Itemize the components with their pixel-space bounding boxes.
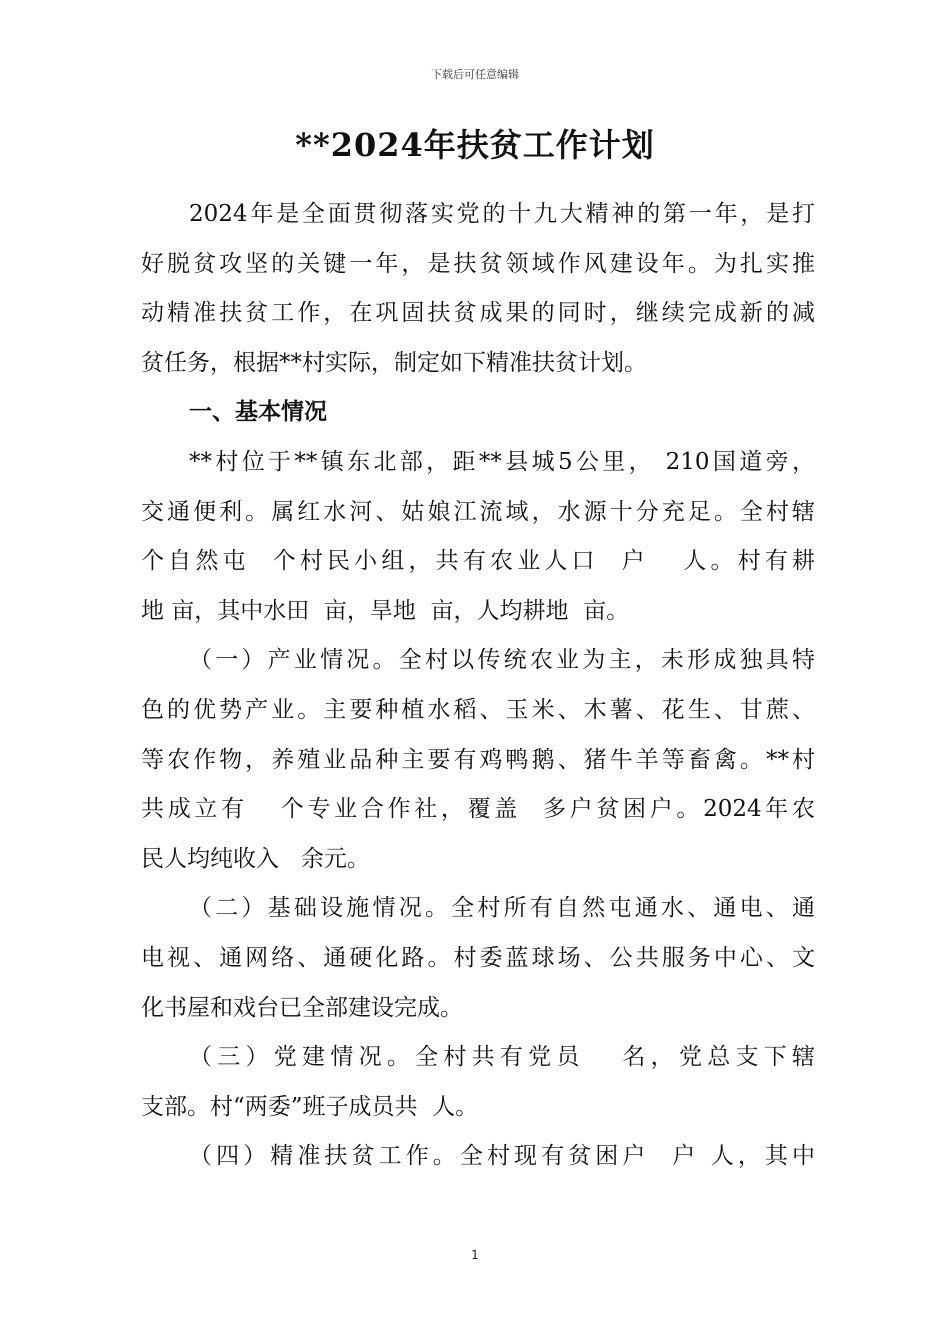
paragraph-line: 民人均纯收入 余元。 xyxy=(141,845,370,872)
paragraph-line: 交通便利。属红水河、姑娘江流域，水源十分充足。全村辖 xyxy=(141,498,815,525)
paragraph-line: 色的优势产业。主要种植水稻、玉米、木薯、花生、甘蔗、 xyxy=(141,696,815,723)
paragraph-line: （四）精准扶贫工作。全村现有贫困户 户 人，其中 xyxy=(189,1143,815,1170)
paragraph-line: （二）基础设施情况。全村所有自然屯通水、通电、通 xyxy=(189,895,815,922)
document-title: **2024年扶贫工作计划 xyxy=(295,126,655,164)
document-body xyxy=(141,190,815,1182)
paragraph-line: 2024年是全面贯彻落实党的十九大精神的第一年，是打 xyxy=(189,201,815,227)
paragraph-line: （三）党建情况。全村共有党员 名，党总支下辖 xyxy=(189,1044,815,1071)
page-number: 1 xyxy=(471,1248,479,1262)
section-heading: 一、基本情况 xyxy=(189,399,327,426)
paragraph-line: 化书屋和戏台已全部建设完成。 xyxy=(141,994,463,1021)
paragraph-line: 贫任务，根据**村实际，制定如下精准扶贫计划。 xyxy=(141,349,647,376)
paragraph-line: 共成立有 个专业合作社，覆盖 多户贫困户。2024年农 xyxy=(141,796,815,823)
paragraph-line: 地 亩，其中水田 亩，旱地 亩，人均耕地 亩。 xyxy=(141,597,630,624)
paragraph-line: 电视、通网络、通硬化路。村委蓝球场、公共服务中心、文 xyxy=(141,944,815,971)
paragraph-line: 个自然屯 个村民小组，共有农业人口 户 人。村有耕 xyxy=(141,548,815,575)
paragraph-line: 等农作物，养殖业品种主要有鸡鸭鹅、猪牛羊等畜禽。**村 xyxy=(141,746,815,773)
paragraph-line: （一）产业情况。全村以传统农业为主，未形成独具特 xyxy=(189,647,815,674)
paragraph-line: 好脱贫攻坚的关键一年，是扶贫领域作风建设年。为扎实推 xyxy=(141,250,815,277)
paragraph-line: 动精准扶贫工作，在巩固扶贫成果的同时，继续完成新的减 xyxy=(141,300,815,327)
paragraph-line: 支部。村“两委”班子成员共 人。 xyxy=(141,1093,479,1120)
header-note: 下载后可任意编辑 xyxy=(431,68,519,81)
paragraph-line: **村位于**镇东北部，距**县城5公里， 210国道旁， xyxy=(189,448,815,475)
